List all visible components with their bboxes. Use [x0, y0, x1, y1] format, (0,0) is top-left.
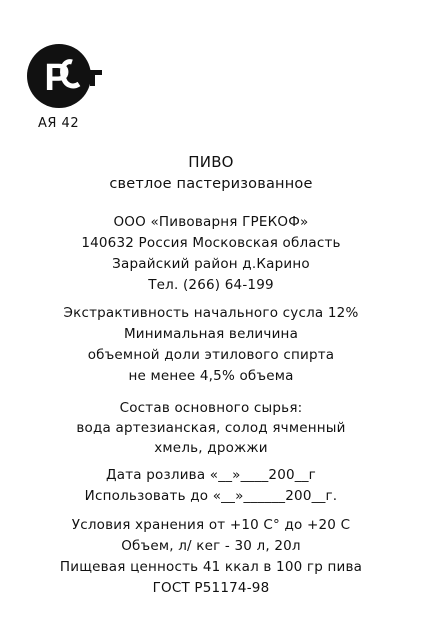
raw-materials-line-2: хмель, дрожжи: [154, 440, 268, 456]
keg-volume: Объем, л/ кег - 30 л, 20л: [121, 538, 301, 554]
raw-materials-title: Состав основного сырья:: [119, 400, 303, 416]
manufacturer-name: ООО «Пивоварня ГРЕКОФ»: [113, 214, 309, 230]
product-name: ПИВО: [188, 153, 234, 171]
manufacturer-address-line-2: Зарайский район д.Карино: [112, 256, 310, 272]
raw-materials-line-1: вода артезианская, солод ячменный: [76, 420, 346, 436]
product-type: светлое пастеризованное: [109, 176, 313, 192]
bottling-date: Дата розлива «__»____200__г: [106, 467, 316, 483]
wort-extract: Экстрактивность начального сусла 12%: [63, 305, 359, 321]
alcohol-text-line-3: не менее 4,5% объема: [128, 368, 294, 384]
manufacturer-address-line-1: 140632 Россия Московская область: [81, 235, 341, 251]
rst-certification-mark: [25, 40, 103, 112]
gost-standard: ГОСТ Р51174-98: [152, 580, 270, 596]
certification-code: АЯ 42: [38, 116, 80, 131]
alcohol-text-line-1: Минимальная величина: [123, 326, 299, 342]
alcohol-text-line-2: объемной доли этилового спирта: [87, 347, 335, 363]
best-before-date: Использовать до «__»______200__г.: [84, 488, 338, 504]
storage-conditions: Условия хранения от +10 С° до +20 С: [71, 517, 351, 533]
nutritional-value: Пищевая ценность 41 ккал в 100 гр пива: [59, 559, 363, 575]
manufacturer-phone: Тел. (266) 64-199: [148, 277, 274, 293]
svg-text:P: P: [44, 57, 70, 99]
